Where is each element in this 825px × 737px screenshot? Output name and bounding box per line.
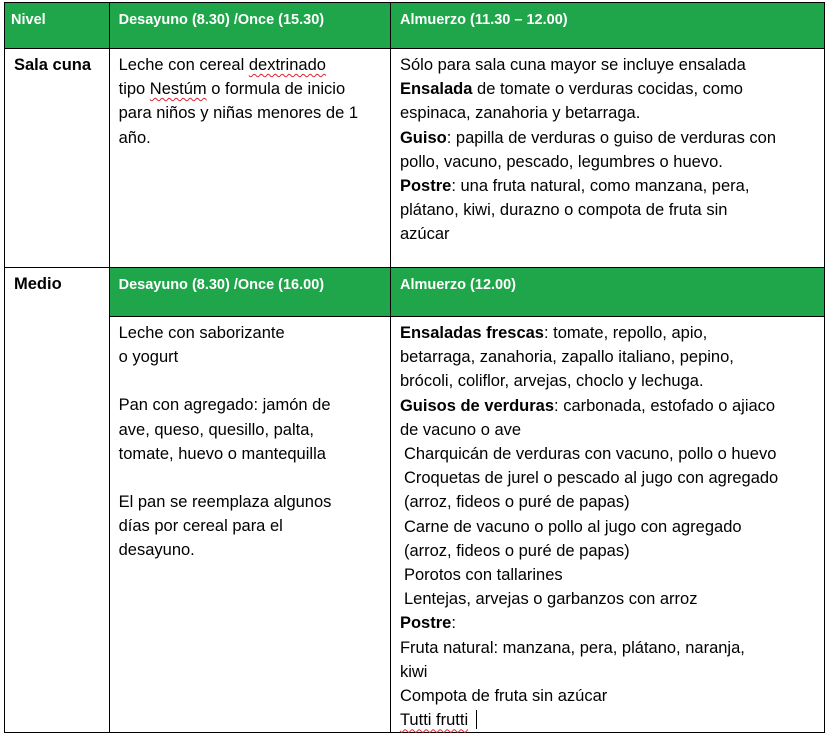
row-medio xyxy=(5,317,825,733)
desayuno-text-medio: Leche con saborizante o yogurt Pan con agregado: jamón de ave, queso, quesillo, palta, tomate, huevo o mantequilla El pan se reemplaza algunos días por cereal para el desayuno. xyxy=(118,324,332,560)
header-row-sala-cuna xyxy=(5,3,825,49)
desayuno-cell-sala-cuna xyxy=(109,49,390,268)
level-cell-medio: Medio xyxy=(5,268,110,733)
header-row-medio xyxy=(5,268,825,317)
almuerzo-cell-sala-cuna xyxy=(390,49,824,268)
almuerzo-text-medio: Ensaladas frescas: tomate, repollo, apio, betarraga, zanahoria, zapallo italiano, pepino, brócoli, coliflor, arvejas, choclo y lechuga. Guisos de verduras: carbonada, estofado o ajiaco de vacuno o ave Charquicán de verduras con vacuno, pollo o huevo Croquetas de jurel o pescado al jugo con agregado (arroz, fideos o puré de papas) Carne de vacuno o pollo al jugo con agregado (arroz, fideos o puré de papas) Porotos con tallarines Lentejas, arvejas o garbanzos con arroz Postre: Fruta natural: manzana, pera, plátano, naranja, kiwi Compota de fruta sin azúcar Tutti frutti xyxy=(399,324,779,730)
level-cell-sala-cuna: Sala cuna xyxy=(5,49,110,268)
menu-table xyxy=(4,2,825,733)
header-almuerzo-sala-cuna: Almuerzo (11.30 – 12.00) xyxy=(390,3,824,49)
header-almuerzo-medio: Almuerzo (12.00) xyxy=(390,268,824,317)
desayuno-text-sala-cuna: Leche con cereal dextrinado tipo Nestúm o formula de inicio para niños y niñas menores de 1 año. xyxy=(118,56,359,147)
row-sala-cuna xyxy=(5,49,825,268)
almuerzo-cell-medio xyxy=(390,317,824,733)
header-desayuno-medio: Desayuno (8.30) /Once (16.00) xyxy=(109,268,390,317)
almuerzo-text-sala-cuna: Sólo para sala cuna mayor se incluye ensalada Ensalada de tomate o verduras cocidas, como espinaca, zanahoria y betarraga. Guiso: papilla de verduras o guiso de verduras con pollo, vacuno, pescado, legumbres o huevo. Postre: una fruta natural, como manzana, pera, plátano, kiwi, durazno o compota de fruta sin azúcar xyxy=(399,56,777,244)
header-nivel: Nivel xyxy=(5,3,110,49)
text-cursor xyxy=(476,710,477,729)
desayuno-cell-medio xyxy=(109,317,390,733)
header-desayuno-sala-cuna: Desayuno (8.30) /Once (15.30) xyxy=(109,3,390,49)
